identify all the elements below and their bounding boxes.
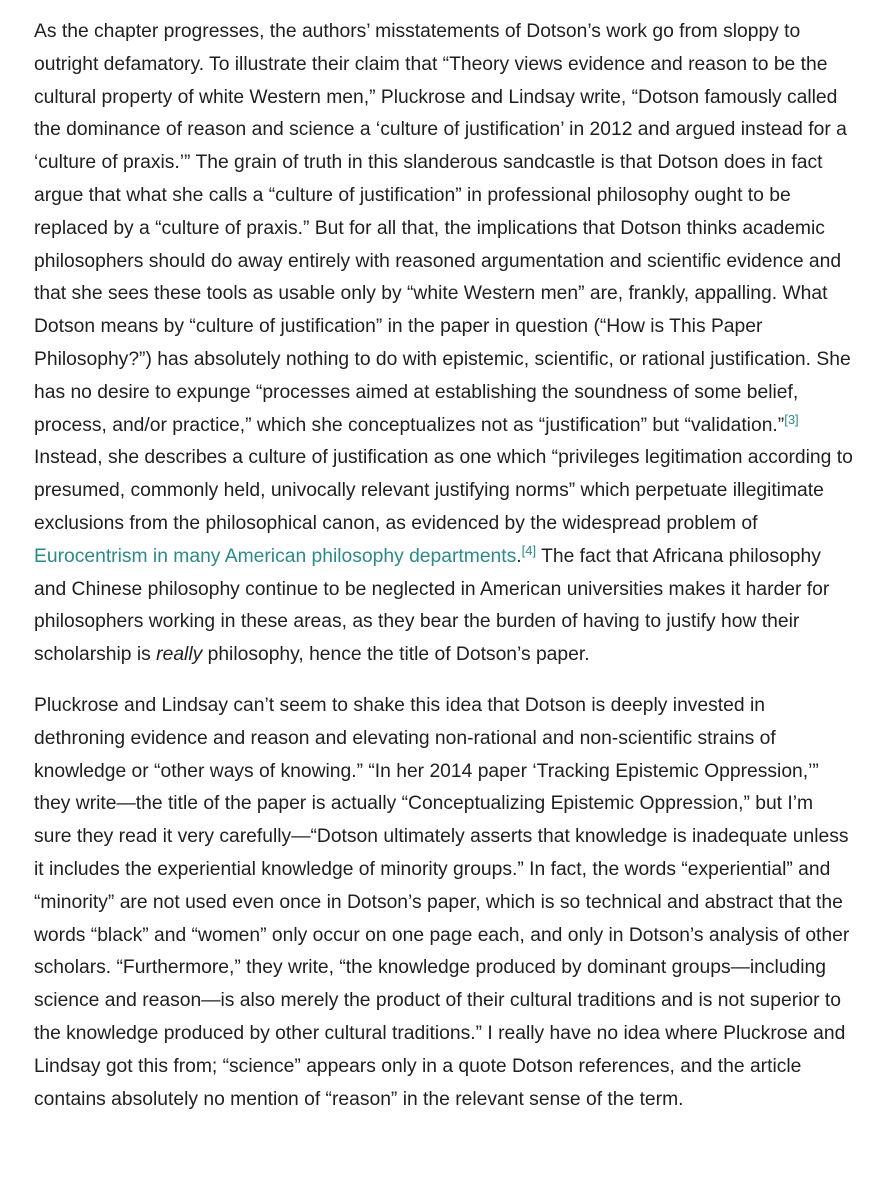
paragraph-1-text-c: . [516,545,522,567]
paragraph-1-text-d: The fact that Africana philosophy and Chinese philosophy continue to be neglected in American universities makes it harder for philosophers working in these areas, as they bear the burden of having to justify how their scholarship is [34,545,830,666]
paragraph-1-text-e: philosophy, hence the title of Dotson’s paper. [202,644,590,666]
paragraph-1-text-a: As the chapter progresses, the authors’ misstatements of Dotson’s work go from sloppy to outright defamatory. To illustrate their claim that “Theory views evidence and reason to be the cultural property of white Western men,” Pluckrose and Lindsay write, “Dotson famously called the dominance of reason and science a ‘culture of justification’ in 2012 and argued instead for a ‘culture of praxis.’” The grain of truth in this slanderous sandcastle is that Dotson does in fact argue that what she calls a “culture of justification” in professional philosophy ought to be replaced by a “culture of praxis.” But for all that, the implications that Dotson thinks academic philosophers should do away entirely with reasoned argumentation and scientific evidence and that she sees these tools as usable only by “white Western men” are, frankly, appalling. What Dotson means by “culture of justification” in the paper in question (“How is This Paper Philosophy?”) has absolutely nothing to do with epistemic, scientific, or rational justification. She has no desire to expunge “processes aimed at establishing the soundness of some belief, process, and/or practice,” which she conceptualizes not as “justification” but “validation.” [34,21,851,436]
paragraph-1 [34,16,854,672]
emphasis-really: really [156,644,203,666]
eurocentrism-link[interactable]: Eurocentrism in many American philosophy departments [34,545,517,567]
footnote-4[interactable] [522,543,536,558]
paragraph-1-text-b: Instead, she describes a culture of justification as one which “privileges legitimation according to presumed, commonly held, univocally relevant justifying norms” which perpetuate illegitimate exclusions from the philosophical canon, as evidenced by the widespread problem of [34,447,853,534]
footnote-4-link[interactable]: [4] [521,542,537,558]
footnote-3-link[interactable]: [3] [784,411,799,427]
paragraph-2: Pluckrose and Lindsay can’t seem to shake this idea that Dotson is deeply invested in dethroning evidence and reason and elevating non-rational and non-scientific strains of knowledge or “other ways of knowing.” “In her 2014 paper ‘Tracking Epistemic Oppression,’” they write—the title of the paper is actually “Conceptualizing Epistemic Oppression,” but I’m sure they read it very carefully—“Dotson ultimately asserts that knowledge is inadequate unless it includes the experiential knowledge of minority groups.” In fact, the words “experiential” and “minority” are not used even once in Dotson’s paper, which is so technical and abstract that the words “black” and “women” only occur on one page each, and only in Dotson’s analysis of other scholars. “Furthermore,” they write, “the knowledge produced by dominant groups—including science and reason—is also merely the product of their cultural traditions and is not superior to the knowledge produced by other cultural traditions.” I really have no idea where Pluckrose and Lindsay got this from; “science” appears only in a quote Dotson references, and the article contains absolutely no mention of “reason” in the relevant sense of the term. [34,694,850,1110]
footnote-3[interactable] [784,412,798,427]
